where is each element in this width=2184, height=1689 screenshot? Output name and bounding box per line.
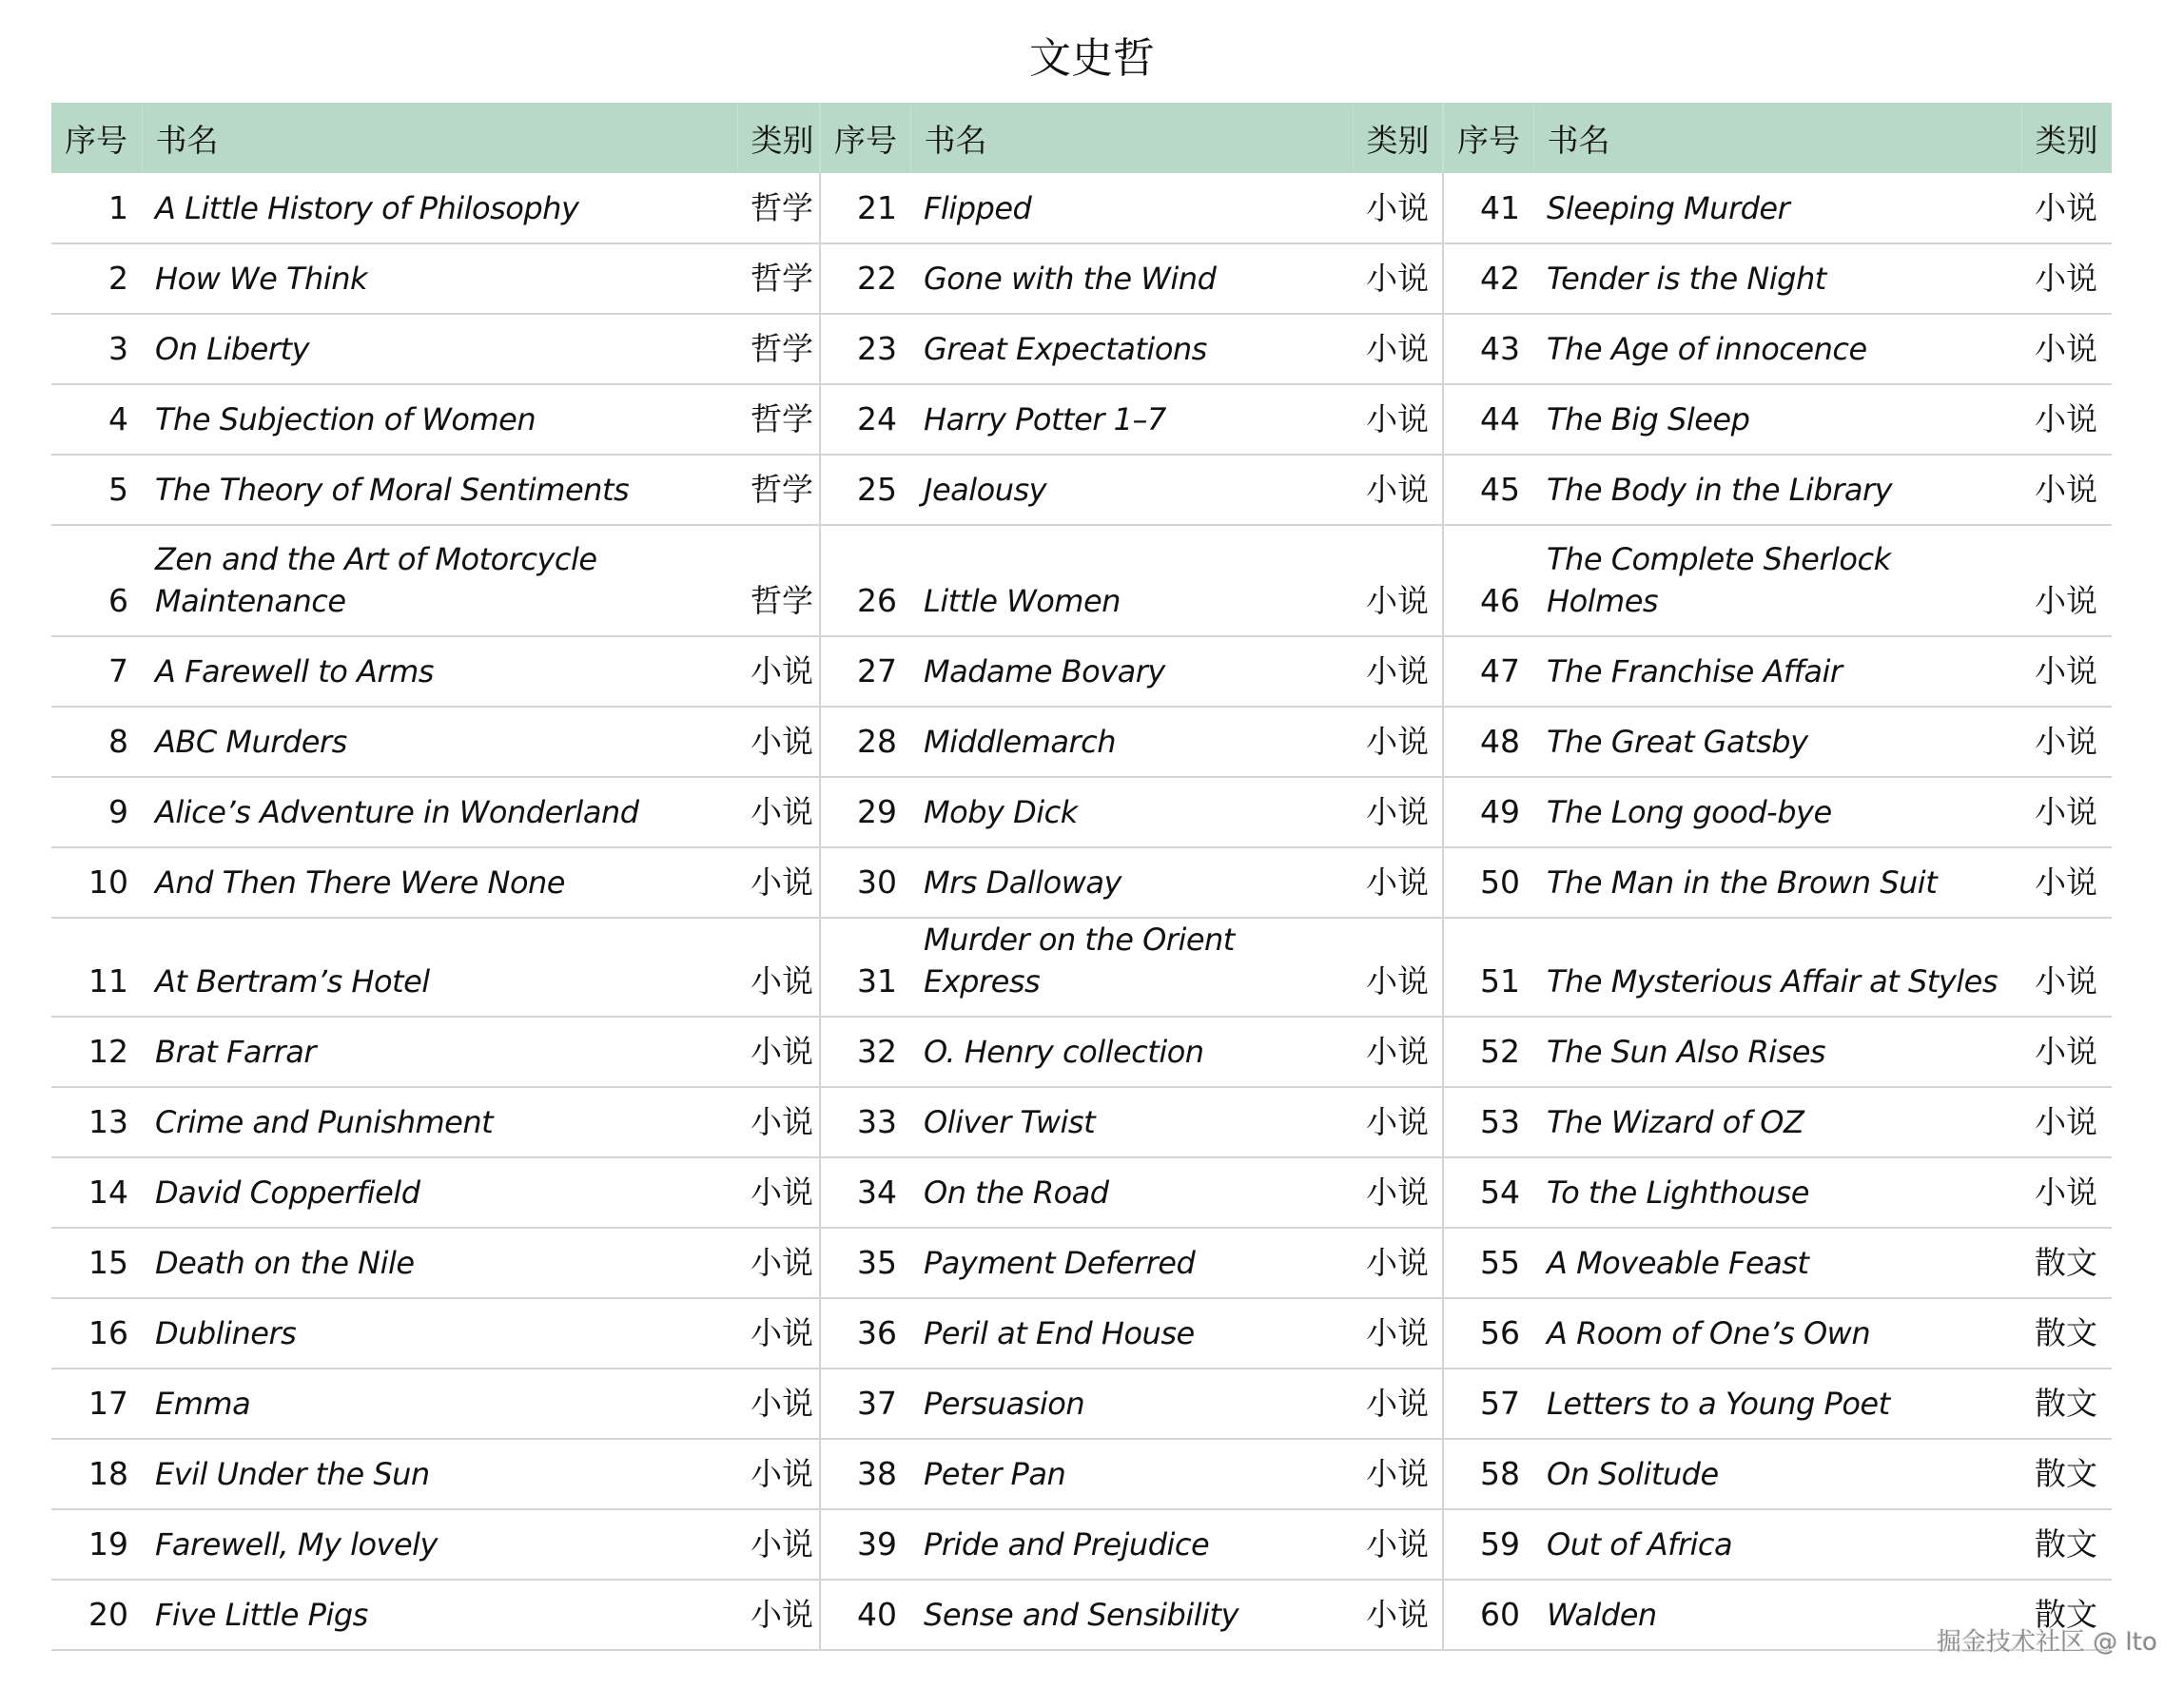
header-index-2: 序号 <box>820 103 910 173</box>
book-title: The Theory of Moral Sentiments <box>142 455 737 525</box>
book-title: Farewell, My lovely <box>142 1509 737 1580</box>
book-index: 49 <box>1443 777 1533 847</box>
book-category: 散文 <box>2021 1369 2112 1439</box>
book-index: 46 <box>1443 525 1533 636</box>
book-index: 60 <box>1443 1580 1533 1650</box>
book-category: 小说 <box>737 636 820 707</box>
table-row <box>51 1439 2112 1509</box>
book-index: 29 <box>820 777 910 847</box>
book-index: 6 <box>51 525 142 636</box>
book-index: 9 <box>51 777 142 847</box>
table-row <box>51 1369 2112 1439</box>
book-index: 20 <box>51 1580 142 1650</box>
book-index: 24 <box>820 384 910 455</box>
book-title: Harry Potter 1–7 <box>910 384 1353 455</box>
table-row <box>51 1157 2112 1228</box>
book-category: 小说 <box>737 918 820 1017</box>
book-category: 小说 <box>2021 707 2112 777</box>
book-title: Pride and Prejudice <box>910 1509 1353 1580</box>
table-row <box>51 777 2112 847</box>
book-category: 小说 <box>1353 314 1443 384</box>
book-index: 32 <box>820 1017 910 1087</box>
book-title: The Man in the Brown Suit <box>1533 847 2021 918</box>
book-title: Madame Bovary <box>910 636 1353 707</box>
book-category: 小说 <box>1353 1439 1443 1509</box>
book-title: Crime and Punishment <box>142 1087 737 1157</box>
header-index-1: 序号 <box>51 103 142 173</box>
book-index: 11 <box>51 918 142 1017</box>
table-row <box>51 173 2112 243</box>
book-title: Five Little Pigs <box>142 1580 737 1650</box>
book-title: The Wizard of OZ <box>1533 1087 2021 1157</box>
book-index: 56 <box>1443 1298 1533 1369</box>
book-title: Peril at End House <box>910 1298 1353 1369</box>
book-category: 小说 <box>737 1369 820 1439</box>
book-category: 哲学 <box>737 173 820 243</box>
book-category: 哲学 <box>737 384 820 455</box>
book-index: 8 <box>51 707 142 777</box>
book-index: 48 <box>1443 707 1533 777</box>
book-index: 51 <box>1443 918 1533 1017</box>
book-title: Dubliners <box>142 1298 737 1369</box>
book-index: 57 <box>1443 1369 1533 1439</box>
book-index: 17 <box>51 1369 142 1439</box>
book-category: 小说 <box>1353 1298 1443 1369</box>
book-index: 5 <box>51 455 142 525</box>
book-title: Alice’s Adventure in Wonderland <box>142 777 737 847</box>
book-category: 小说 <box>1353 243 1443 314</box>
book-index: 58 <box>1443 1439 1533 1509</box>
book-index: 45 <box>1443 455 1533 525</box>
book-index: 36 <box>820 1298 910 1369</box>
book-index: 14 <box>51 1157 142 1228</box>
book-index: 59 <box>1443 1509 1533 1580</box>
book-title: A Room of One’s Own <box>1533 1298 2021 1369</box>
header-category-2: 类别 <box>1353 103 1443 173</box>
book-category: 散文 <box>2021 1228 2112 1298</box>
table-row <box>51 314 2112 384</box>
table-row <box>51 243 2112 314</box>
book-category: 哲学 <box>737 525 820 636</box>
book-title: O. Henry collection <box>910 1017 1353 1087</box>
header-category-3: 类别 <box>2021 103 2112 173</box>
book-category: 散文 <box>2021 1580 2112 1650</box>
book-category: 小说 <box>1353 707 1443 777</box>
table-row <box>51 918 2112 1017</box>
book-title: A Farewell to Arms <box>142 636 737 707</box>
header-name-1: 书名 <box>142 103 737 173</box>
book-category: 小说 <box>2021 1087 2112 1157</box>
book-index: 38 <box>820 1439 910 1509</box>
book-title: The Body in the Library <box>1533 455 2021 525</box>
book-index: 1 <box>51 173 142 243</box>
book-index: 52 <box>1443 1017 1533 1087</box>
table-row <box>51 1228 2112 1298</box>
book-title: Gone with the Wind <box>910 243 1353 314</box>
book-title: Peter Pan <box>910 1439 1353 1509</box>
book-category: 小说 <box>737 847 820 918</box>
book-category: 小说 <box>2021 314 2112 384</box>
book-title: And Then There Were None <box>142 847 737 918</box>
book-category: 小说 <box>1353 777 1443 847</box>
book-category: 小说 <box>737 1017 820 1087</box>
book-index: 18 <box>51 1439 142 1509</box>
book-category: 小说 <box>1353 525 1443 636</box>
book-category: 小说 <box>2021 1017 2112 1087</box>
book-index: 55 <box>1443 1228 1533 1298</box>
book-index: 15 <box>51 1228 142 1298</box>
table-header-row <box>51 103 2112 173</box>
book-title: Letters to a Young Poet <box>1533 1369 2021 1439</box>
book-title: Sense and Sensibility <box>910 1580 1353 1650</box>
book-title: Zen and the Art of Motorcycle Maintenance <box>142 525 737 636</box>
book-index: 7 <box>51 636 142 707</box>
table-row <box>51 384 2112 455</box>
book-index: 4 <box>51 384 142 455</box>
book-title: The Sun Also Rises <box>1533 1017 2021 1087</box>
book-index: 21 <box>820 173 910 243</box>
book-title: On Liberty <box>142 314 737 384</box>
table-row <box>51 1509 2112 1580</box>
book-title: On the Road <box>910 1157 1353 1228</box>
book-category: 小说 <box>737 1228 820 1298</box>
book-title: Evil Under the Sun <box>142 1439 737 1509</box>
book-index: 41 <box>1443 173 1533 243</box>
book-category: 小说 <box>737 1509 820 1580</box>
book-index: 35 <box>820 1228 910 1298</box>
table-row <box>51 707 2112 777</box>
book-title: Walden <box>1533 1580 2021 1650</box>
watermark: 掘金技术社区 @ lto <box>1937 1628 2157 1657</box>
book-index: 10 <box>51 847 142 918</box>
book-title: Payment Deferred <box>910 1228 1353 1298</box>
book-index: 27 <box>820 636 910 707</box>
table-row <box>51 525 2112 636</box>
book-category: 小说 <box>737 777 820 847</box>
book-title: Murder on the Orient Express <box>910 918 1353 1017</box>
book-title: Emma <box>142 1369 737 1439</box>
book-title: Out of Africa <box>1533 1509 2021 1580</box>
table-body <box>51 173 2112 1650</box>
book-title: The Complete Sherlock Holmes <box>1533 525 2021 636</box>
book-category: 哲学 <box>737 243 820 314</box>
book-category: 小说 <box>1353 1157 1443 1228</box>
book-title: Death on the Nile <box>142 1228 737 1298</box>
book-index: 47 <box>1443 636 1533 707</box>
book-index: 30 <box>820 847 910 918</box>
book-category: 小说 <box>2021 1157 2112 1228</box>
book-category: 小说 <box>737 1298 820 1369</box>
book-title: Mrs Dalloway <box>910 847 1353 918</box>
book-title: Brat Farrar <box>142 1017 737 1087</box>
book-title: On Solitude <box>1533 1439 2021 1509</box>
book-title: Sleeping Murder <box>1533 173 2021 243</box>
book-category: 小说 <box>737 707 820 777</box>
book-title: The Franchise Affair <box>1533 636 2021 707</box>
book-category: 小说 <box>1353 384 1443 455</box>
book-index: 26 <box>820 525 910 636</box>
book-title: Great Expectations <box>910 314 1353 384</box>
book-category: 小说 <box>2021 777 2112 847</box>
book-index: 31 <box>820 918 910 1017</box>
book-index: 44 <box>1443 384 1533 455</box>
book-index: 39 <box>820 1509 910 1580</box>
book-table <box>51 103 2112 1651</box>
book-index: 19 <box>51 1509 142 1580</box>
table-row <box>51 1087 2112 1157</box>
book-category: 小说 <box>1353 636 1443 707</box>
book-category: 小说 <box>1353 1580 1443 1650</box>
book-category: 散文 <box>2021 1298 2112 1369</box>
book-title: To the Lighthouse <box>1533 1157 2021 1228</box>
book-category: 小说 <box>1353 847 1443 918</box>
book-index: 50 <box>1443 847 1533 918</box>
book-index: 23 <box>820 314 910 384</box>
book-index: 37 <box>820 1369 910 1439</box>
book-title: Middlemarch <box>910 707 1353 777</box>
book-title: Persuasion <box>910 1369 1353 1439</box>
book-index: 16 <box>51 1298 142 1369</box>
book-index: 28 <box>820 707 910 777</box>
book-category: 小说 <box>2021 243 2112 314</box>
table-row <box>51 1298 2112 1369</box>
book-index: 2 <box>51 243 142 314</box>
book-index: 12 <box>51 1017 142 1087</box>
book-index: 3 <box>51 314 142 384</box>
book-category: 小说 <box>1353 1369 1443 1439</box>
book-index: 25 <box>820 455 910 525</box>
book-index: 22 <box>820 243 910 314</box>
book-category: 小说 <box>737 1580 820 1650</box>
book-title: The Age of innocence <box>1533 314 2021 384</box>
book-index: 43 <box>1443 314 1533 384</box>
book-category: 散文 <box>2021 1509 2112 1580</box>
book-category: 小说 <box>1353 918 1443 1017</box>
book-category: 小说 <box>1353 455 1443 525</box>
book-category: 小说 <box>737 1087 820 1157</box>
table-row <box>51 1580 2112 1650</box>
book-title: Oliver Twist <box>910 1087 1353 1157</box>
book-index: 42 <box>1443 243 1533 314</box>
book-category: 小说 <box>2021 173 2112 243</box>
table-row <box>51 455 2112 525</box>
book-index: 40 <box>820 1580 910 1650</box>
book-title: At Bertram’s Hotel <box>142 918 737 1017</box>
header-name-2: 书名 <box>910 103 1353 173</box>
book-title: The Long good-bye <box>1533 777 2021 847</box>
book-title: Flipped <box>910 173 1353 243</box>
book-category: 小说 <box>2021 525 2112 636</box>
book-category: 小说 <box>1353 1087 1443 1157</box>
book-title: A Moveable Feast <box>1533 1228 2021 1298</box>
book-title: ABC Murders <box>142 707 737 777</box>
book-index: 53 <box>1443 1087 1533 1157</box>
book-title: Jealousy <box>910 455 1353 525</box>
book-title: David Copperfield <box>142 1157 737 1228</box>
book-category: 小说 <box>2021 636 2112 707</box>
book-title: A Little History of Philosophy <box>142 173 737 243</box>
book-category: 小说 <box>1353 1017 1443 1087</box>
book-table-container <box>51 103 2112 1651</box>
book-title: How We Think <box>142 243 737 314</box>
book-index: 34 <box>820 1157 910 1228</box>
header-index-3: 序号 <box>1443 103 1533 173</box>
header-name-3: 书名 <box>1533 103 2021 173</box>
book-category: 散文 <box>2021 1439 2112 1509</box>
page-title: 文史哲 <box>1029 34 1155 83</box>
book-category: 小说 <box>1353 1509 1443 1580</box>
book-category: 小说 <box>737 1439 820 1509</box>
book-category: 哲学 <box>737 455 820 525</box>
table-row <box>51 847 2112 918</box>
book-category: 哲学 <box>737 314 820 384</box>
book-category: 小说 <box>1353 173 1443 243</box>
book-category: 小说 <box>2021 384 2112 455</box>
book-title: The Great Gatsby <box>1533 707 2021 777</box>
book-title: The Mysterious Affair at Styles <box>1533 918 2021 1017</box>
table-row <box>51 1017 2112 1087</box>
book-category: 小说 <box>1353 1228 1443 1298</box>
book-category: 小说 <box>2021 847 2112 918</box>
header-category-1: 类别 <box>737 103 820 173</box>
table-row <box>51 636 2112 707</box>
book-title: Tender is the Night <box>1533 243 2021 314</box>
book-category: 小说 <box>2021 455 2112 525</box>
book-category: 小说 <box>2021 918 2112 1017</box>
book-category: 小说 <box>737 1157 820 1228</box>
book-title: Little Women <box>910 525 1353 636</box>
book-index: 54 <box>1443 1157 1533 1228</box>
book-index: 13 <box>51 1087 142 1157</box>
book-title: The Big Sleep <box>1533 384 2021 455</box>
book-title: Moby Dick <box>910 777 1353 847</box>
book-title: The Subjection of Women <box>142 384 737 455</box>
book-index: 33 <box>820 1087 910 1157</box>
